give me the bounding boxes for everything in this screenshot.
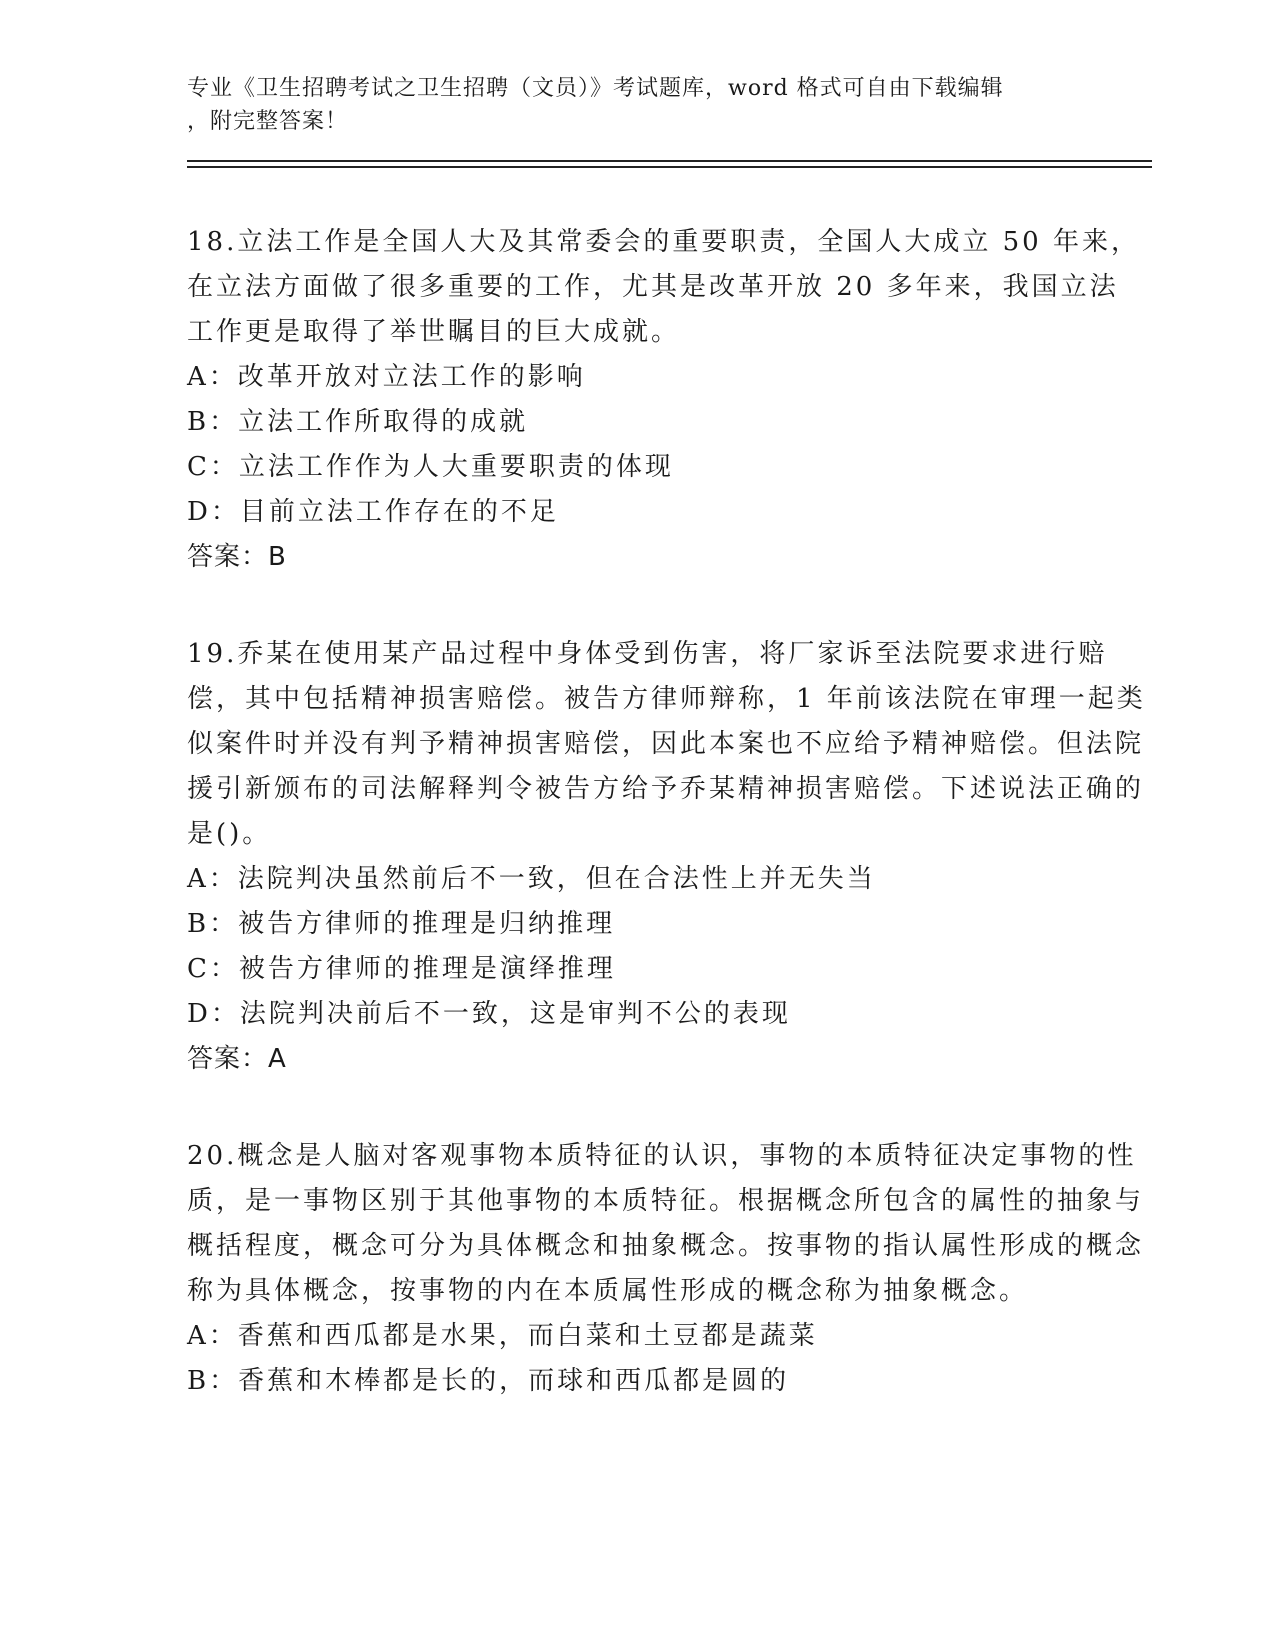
option-b: B：立法工作所取得的成就 bbox=[187, 407, 529, 437]
option-d: D：法院判决前后不一致，这是审判不公的表现 bbox=[187, 999, 791, 1029]
question-stem: 19.乔某在使用某产品过程中身体受到伤害，将厂家诉至法院要求进行赔偿，其中包括精神损害赔偿。被告方律师辩称，1 年前该法院在审理一起类似案件时并没有判予精神损害赔偿，因此本案也不应给予精神赔偿。但法院援引新颁布的司法解释判令被告方给予乔某精神损害赔偿。下述说法正确的是()。 bbox=[187, 639, 1146, 849]
answer-line: 答案：A bbox=[187, 1044, 287, 1074]
option-a: A：香蕉和西瓜都是水果，而白菜和土豆都是蔬菜 bbox=[187, 1321, 818, 1351]
question-19 bbox=[187, 632, 1147, 1082]
option-b: B：香蕉和木棒都是长的，而球和西瓜都是圆的 bbox=[187, 1366, 790, 1396]
question-18 bbox=[187, 220, 1147, 580]
question-stem: 20.概念是人脑对客观事物本质特征的认识，事物的本质特征决定事物的性质，是一事物区别于其他事物的本质特征。根据概念所包含的属性的抽象与概括程度，概念可分为具体概念和抽象概念。按事物的指认属性形成的概念称为具体概念，按事物的内在本质属性形成的概念称为抽象概念。 bbox=[187, 1141, 1145, 1306]
header-line-2: ，附完整答案！ bbox=[187, 109, 349, 134]
document-page bbox=[187, 72, 1147, 1404]
question-20 bbox=[187, 1134, 1147, 1404]
answer-line: 答案：B bbox=[187, 542, 287, 572]
option-b: B：被告方律师的推理是归纳推理 bbox=[187, 909, 616, 939]
document-header bbox=[187, 72, 1147, 138]
option-d: D：目前立法工作存在的不足 bbox=[187, 497, 559, 527]
option-c: C：被告方律师的推理是演绎推理 bbox=[187, 954, 616, 984]
option-c: C：立法工作作为人大重要职责的体现 bbox=[187, 452, 674, 482]
header-double-rule bbox=[187, 160, 1152, 168]
question-stem: 18.立法工作是全国人大及其常委会的重要职责，全国人大成立 50 年来，在立法方面做了很多重要的工作，尤其是改革开放 20 多年来，我国立法工作更是取得了举世瞩目的巨大成就。 bbox=[187, 227, 1140, 347]
option-a: A：改革开放对立法工作的影响 bbox=[187, 362, 586, 392]
option-a: A：法院判决虽然前后不一致，但在合法性上并无失当 bbox=[187, 864, 876, 894]
header-line-1: 专业《卫生招聘考试之卫生招聘（文员）》考试题库，word 格式可自由下载编辑 bbox=[187, 76, 1004, 101]
